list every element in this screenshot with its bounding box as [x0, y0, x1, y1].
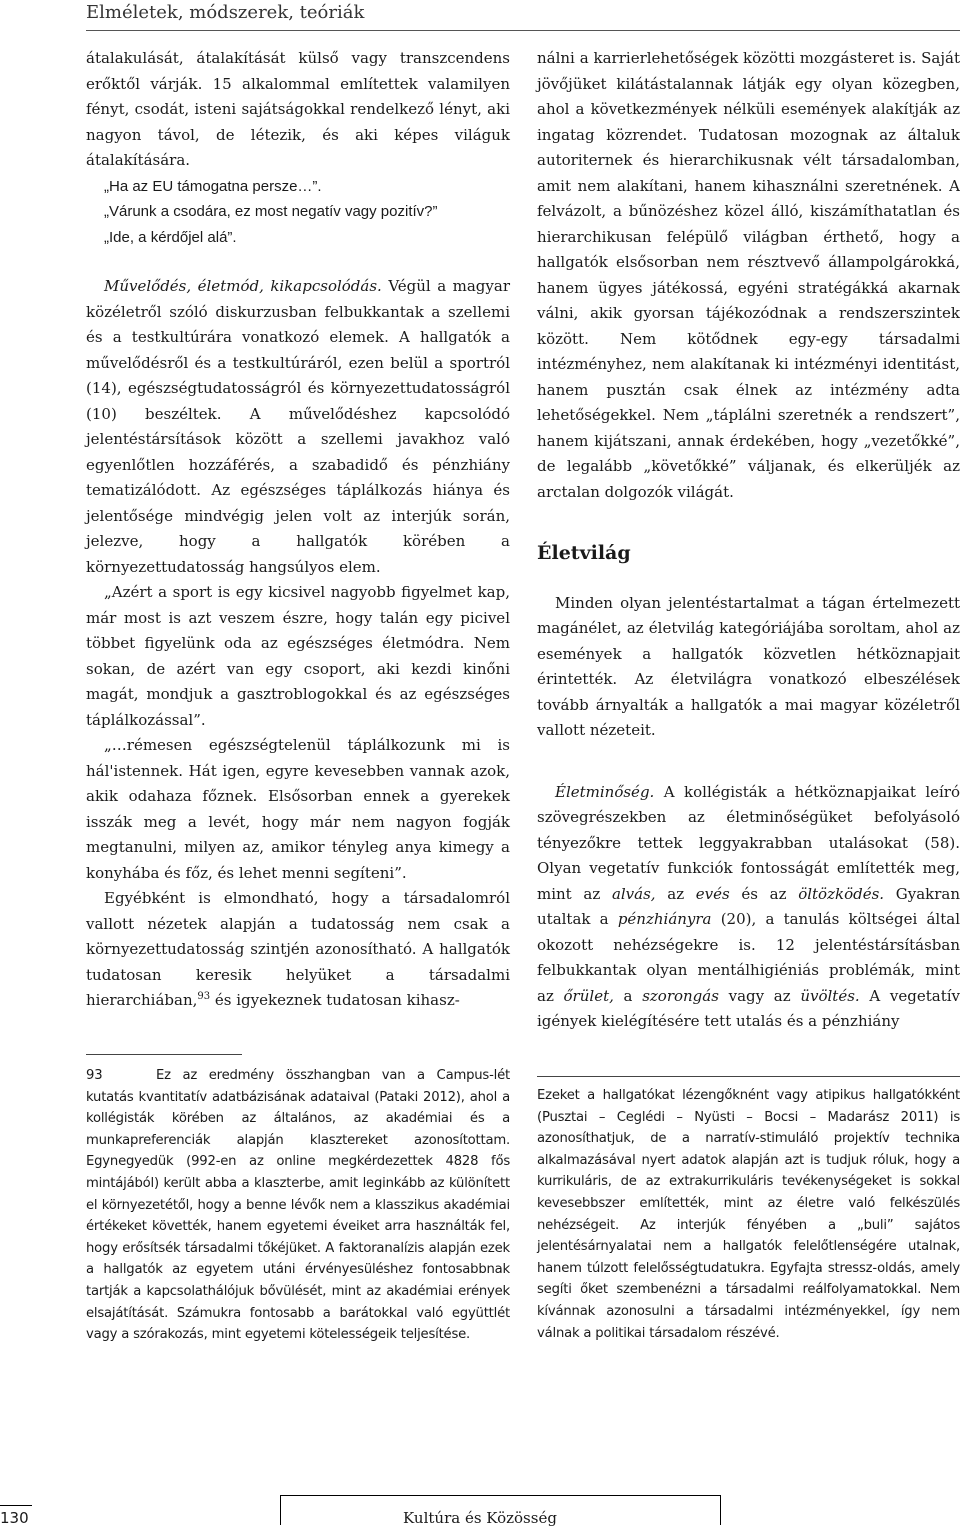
page-number-rule	[0, 1505, 32, 1506]
quote-line: „Várunk a csodára, ez most negatív vagy pozitív?”	[104, 203, 438, 220]
paragraph	[86, 886, 510, 1014]
right-column	[537, 46, 960, 1035]
spacer	[86, 250, 510, 274]
spacer	[537, 505, 960, 541]
italic: szorongás	[642, 986, 719, 1005]
text: (20), a tanulás költségei által okozott nehézségekre is. 12 jelentéstársításban felbukkantak olyan mentálhigiéniás problémák, mint az	[537, 910, 960, 1005]
text: és az	[729, 884, 799, 903]
text: Ez az eredmény összhangban van a Campus-lét kutatás kvantitatív adatbázisának adataival (Pataki 2012), ahol a kollégisták körében az általános, az akadémiai és a munkapreferenciák alapján klasztereket azonosítottam. Egynegyedük (992-en az online megkérdezettek 4828 fős mintájából) került abba a klaszterbe, amit leginkább az különített el környezetétől, hogy a benne lévők nem a klasszikus akadémiai értékeket követték, hanem egyetemi éveiket arra használták fel, hogy erősítsék társadalmi tőkéjüket. A faktoranalízis alapján ezek a hallgatók az egyetem utáni érvényesüléshez fontosabbnak tartják a kapcsolathálójuk bővülését, mint az akadémiai erények elsajátítását. Számukra fontosabb a barátokkal való együttlét vagy a szórakozás, mint egyetemi kötelességeik teljesítése.	[86, 1068, 510, 1343]
footer-rule	[280, 1495, 720, 1496]
paragraph: „…rémesen egészségtelenül táplálkozunk mi is hál'istennek. Hát igen, egyre kevesebben vannak azok, akik odahaza főznek. Elsősorban ennek a gyerekek isszák meg a levét, hogy már nem nagyon fogják megtanulni, milyen az, amikor tényleg anya kimegy a konyhába és főz, és lehet menni segíteni”.	[86, 736, 510, 882]
italic: evés	[695, 884, 730, 903]
italic: öltözködés.	[798, 884, 885, 903]
italic-lead: Művelődés, életmód, kikapcsolódás.	[104, 277, 382, 295]
page-number: 130	[0, 1509, 29, 1527]
footnote-text	[86, 1065, 510, 1346]
footnote-continued	[537, 1085, 960, 1344]
paragraph: Minden olyan jelentéstartalmat a tágan értelmezett magánélet, az életvilág kategóriájába soroltam, ahol az események a hallgatók közvetlen hétköznapjait érintették. Az életvilágra vonatkozó elbeszélések tovább árnyalták a hallgatók a mai magyar közéletről vallott nézeteit.	[537, 593, 960, 739]
text: vagy az	[718, 986, 801, 1005]
quote-line: „Ide, a kérdőjel alá”.	[104, 228, 237, 246]
italic: üvöltés.	[800, 986, 860, 1005]
section-title: Életvilág	[537, 542, 631, 564]
text: A kollégisták a hétköznapjaikat leíró szövegrészekben az életminőségüket befolyásoló tényezőkre tettek leggyakrabban utalásokat (58). Olyan vegetatív funkciók fontosságát említették meg, mint az	[537, 782, 960, 903]
footnote-number: 93	[86, 1068, 103, 1083]
italic: őrület,	[563, 986, 614, 1005]
italic: Életminőség.	[555, 782, 655, 801]
quote-line: „Ha az EU támogatna persze…”.	[104, 177, 322, 195]
paragraph: nálni a karrierlehetőségek közötti mozgásteret is. Saját jövőjüket kilátástalannak látják egy olyan közegben, ahol a következmények nélküli események alakítják az ingatag közrendet. Tudatosan mozognak az általuk autoriternek és hierarchikusnak vélt társadalomban, amit nem alakítani, hanem kihasználni szeretnének. A felvázolt, a bűnözéshez közel álló, kiszámíthatatlan és hierarchikusan felépülő világban érthető, hogy a hallgatók elsősorban nem résztvevő állampolgárokká, hanem ügyes játékossá, egyéni stratégákká akarnak válni, akik gyorsan tájékozódnak a rendszerszintek között. Nem kötődnek egy-egy társadalmi intézményhez, nem alakítanak ki intézményi identitást, hanem pusztán csak élnek az intézmény adta lehetőségekkel. Nem „táplálni szeretnék a rendszert”, hanem kijátszani, annak érdekében, hogy „vezetőkké”, de legalább „követőkké” váljanak, és elkerüljék az arctalan dolgozók világát.	[537, 49, 960, 501]
text: az	[655, 884, 696, 903]
paragraph	[86, 274, 510, 580]
footnote-ref: 93	[197, 991, 211, 1002]
journal-title: Kultúra és Közösség	[403, 1509, 557, 1527]
text: a	[613, 986, 643, 1005]
italic: alvás,	[611, 884, 656, 903]
running-head: Elméletek, módszerek, teóriák	[86, 2, 365, 23]
header-rule	[86, 30, 960, 31]
spacer	[537, 567, 960, 591]
text: Gyakran utaltak a	[537, 884, 960, 928]
text: Végül a magyar közéletről szóló diskurzusban felbukkantak a szellemi és a testkultúrára vonatkozó elemek. A hallgatók a művelődésről és a testkultúráról, ezen belül a sportról (14), egészségtudatosságról és környezettudatosságról (10) beszéltek. A művelődéshez kapcsolódó jelentéstársítások között a szellemi javakhoz való egyenlőtlen hozzáférés, a szabadidő és pénzhiány tematizálódott. Az egészséges táplálkozás hiánya és jelentősége mindvégig jelen volt az interjúk során, jelezve, hogy a hallgatók körében a környezettudatosság hangsúlyos elem.	[86, 277, 510, 576]
paragraph: „Azért a sport is egy kicsivel nagyobb figyelmet kap, már most is azt veszem észre, hogy talán egy picivel többet figyelünk oda az egészséges életmódra. Nem sokan, de azért van egy csoport, aki kezdi kinőni magát, mondjuk a gasztroblogokkal és az egészséges táplálkozással”.	[86, 583, 510, 729]
text: A vegetatív igények kielégítésére tett utalás és a pénzhiány	[537, 986, 960, 1030]
text: és igyekeznek tudatosan kihasz-	[210, 991, 460, 1009]
footnote-rule	[86, 1054, 242, 1055]
italic: pénzhiányra	[617, 910, 712, 928]
footnote-93	[86, 1065, 510, 1346]
footnote-text: Ezeket a hallgatókat lézengőknént vagy atipikus hallgatókként (Pusztai – Ceglédi – Nyüsti – Bocsi – Madarász 2011) is azonosíthatjuk, de a narratív-stimuláló projektív technika alkalmazásával nyert adatok alapján azt is tudjuk róluk, hogy a kurrikuláris, de az extrakurrikuláris tevékenységeket is sokkal kevesebbszer említették, mint az életre való felkészülés nehézségeit. Az interjúk fényében a „buli” sajátos jelentésárnyalatai nem a hallgatók felelőtlenségére utalnak, hanem túlzott felelősségtudatukra. Egyfajta stressz-oldás, amely segíti őket szembenézni a társadalmi reálfolyamatokkal. Nem kívánnak azonosulni a társadalmi intézményekkel, így nem válnak a politikai társadalom részévé.	[537, 1088, 960, 1341]
paragraph: átalakulását, átalakítását külső vagy transzcendens erőktől várják. 15 alkalommal említettek valamilyen fényt, csodát, isteni sajátságokkal rendelkező lényt, aki nagyon távol, de létezik, és aki képes világuk átalakítására.	[86, 49, 510, 169]
text: Egyébként is elmondható, hogy a társadalomról vallott nézetek alapján a tudatosság nem csak a környezettudatosság szintjén azonosítható. A hallgatók tudatosan keresik helyüket a társadalmi hierarchiában,	[86, 889, 510, 1009]
spacer	[537, 744, 960, 780]
paragraph	[537, 780, 960, 1035]
footnote-rule	[537, 1076, 960, 1077]
left-column	[86, 46, 510, 1014]
